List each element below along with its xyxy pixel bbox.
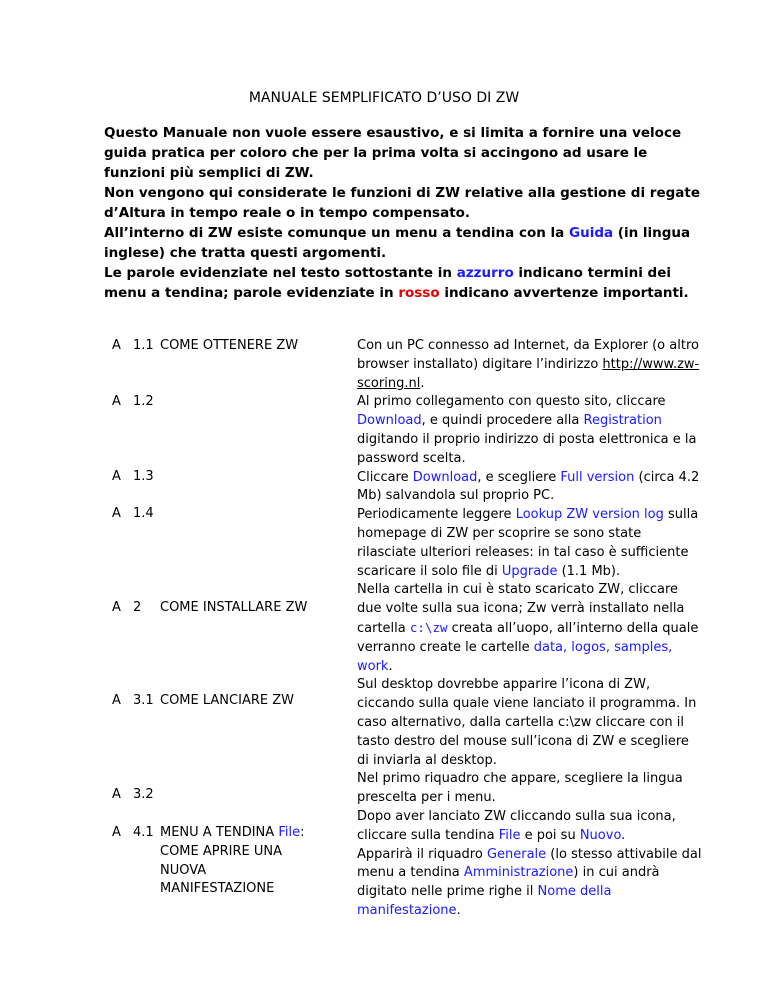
body-paragraph: Al primo collegamento con questo sito, cliccare Download, e quindi procedere alla Registration digitando il proprio indirizzo di posta elettronica e la password scelta. [357, 394, 697, 466]
highlight-registration: Registration [583, 413, 662, 429]
highlight-folders: data, logos, samples, work [357, 639, 673, 674]
section-title: COME LANCIARE ZW [160, 693, 294, 708]
section-title: MENU A TENDINA File: COME APRIRE UNA NUOVA MANIFESTAZIONE [160, 825, 305, 897]
section-letter: A [112, 693, 121, 708]
body-paragraph: Nel primo riquadro che appare, scegliere la lingua prescelta per i menu. [357, 771, 683, 806]
intro-paragraph: Le parole evidenziate nel testo sottostante in azzurro indicano termini dei menu a tendina; parole evidenziate in rosso indicano avvertenze importanti. [104, 265, 689, 301]
section-letter: A [112, 506, 121, 521]
section-letter: A [112, 394, 121, 409]
highlight-file: File [278, 825, 301, 840]
section-letter: A [112, 825, 121, 840]
section-letter: A [112, 787, 121, 802]
section-number: 1.4 [133, 506, 154, 521]
highlight-download: Download [412, 469, 478, 485]
intro-paragraph: Questo Manuale non vuole essere esaustivo, e si limita a fornire una veloce guida pratica per coloro che per la prima volta si accingono ad usare le funzioni più semplici di ZW. [104, 125, 682, 181]
section-number: 3.1 [133, 693, 154, 708]
highlight-download: Download [357, 413, 422, 429]
section-letter: A [112, 600, 121, 615]
highlight-guida: Guida [569, 225, 614, 241]
highlight-rosso: rosso [398, 285, 440, 301]
highlight-upgrade: Upgrade [501, 563, 558, 579]
body-paragraph: Con un PC connesso ad Internet, da Explorer (o altro browser installato) digitare l’indirizzo http://www.zw-scoring.nl. [357, 338, 700, 391]
section-number: 1.2 [133, 394, 154, 409]
body-paragraph: Nella cartella in cui è stato scaricato ZW, cliccare due volte sulla sua icona; Zw verrà installato nella cartella c:\zw creata all’uopo, all’interno della quale verranno create le cartelle data, logos, samples, work. [357, 582, 699, 674]
body-paragraph: Cliccare Download, e scegliere Full version (circa 4.2 Mb) salvandola sul proprio PC. [357, 469, 700, 504]
section-letter: A [112, 469, 121, 484]
section-number: 2 [133, 600, 142, 615]
zw-scoring-link[interactable]: http://www.zw-scoring.nl [357, 356, 700, 391]
section-title: COME OTTENERE ZW [160, 338, 299, 353]
intro-paragraph: Non vengono qui considerate le funzioni di ZW relative alla gestione di regate d’Altura in tempo reale o in tempo compensato. [104, 185, 700, 221]
section-number: 1.1 [133, 338, 154, 353]
highlight-azzurro: azzurro [456, 265, 514, 281]
body-paragraph: Sul desktop dovrebbe apparire l’icona di ZW, ciccando sulla quale viene lanciato il programma. In caso alternativo, dalla cartella c:\zw cliccare con il tasto destro del mouse sull’icona di ZW e scegliere di inviarla al desktop. [357, 677, 697, 768]
highlight-lookup-log: Lookup ZW version log [515, 507, 664, 523]
section-number: 3.2 [133, 787, 154, 802]
highlight-nome-manifestazione: Nome della manifestazione [357, 884, 612, 918]
intro-paragraph: All’interno di ZW esiste comunque un menu a tendina con la Guida (in lingua inglese) che tratta questi argomenti. [104, 225, 691, 261]
section-title: COME INSTALLARE ZW [160, 600, 308, 615]
intro-block [104, 123, 706, 303]
highlight-full-version: Full version [560, 469, 635, 485]
section-number: 1.3 [133, 469, 154, 484]
section-letter: A [112, 338, 121, 353]
body-paragraph: Apparirà il riquadro Generale (lo stesso attivabile dal menu a tendina Amministrazione) in cui andrà digitato nelle prime righe il Nome della manifestazione. [357, 846, 702, 918]
highlight-file: File [498, 827, 521, 843]
body-text [357, 337, 702, 921]
highlight-generale: Generale [486, 846, 547, 862]
section-number: 4.1 [133, 825, 154, 840]
highlight-path: c:\zw [409, 619, 448, 635]
highlight-amministrazione: Amministrazione [463, 865, 574, 881]
body-paragraph: Periodicamente leggere Lookup ZW version log sulla homepage di ZW per scoprire se sono state rilasciate ulteriori releases: in tal caso è sufficiente scaricare il solo file di Upgrade (1.1 Mb). [357, 507, 699, 579]
body-paragraph: Dopo aver lanciato ZW cliccando sulla sua icona, cliccare sulla tendina File e poi su Nuovo. [357, 808, 676, 843]
document-title: MANUALE SEMPLIFICATO D’USO DI ZW [248, 90, 520, 106]
highlight-nuovo: Nuovo [579, 827, 622, 843]
